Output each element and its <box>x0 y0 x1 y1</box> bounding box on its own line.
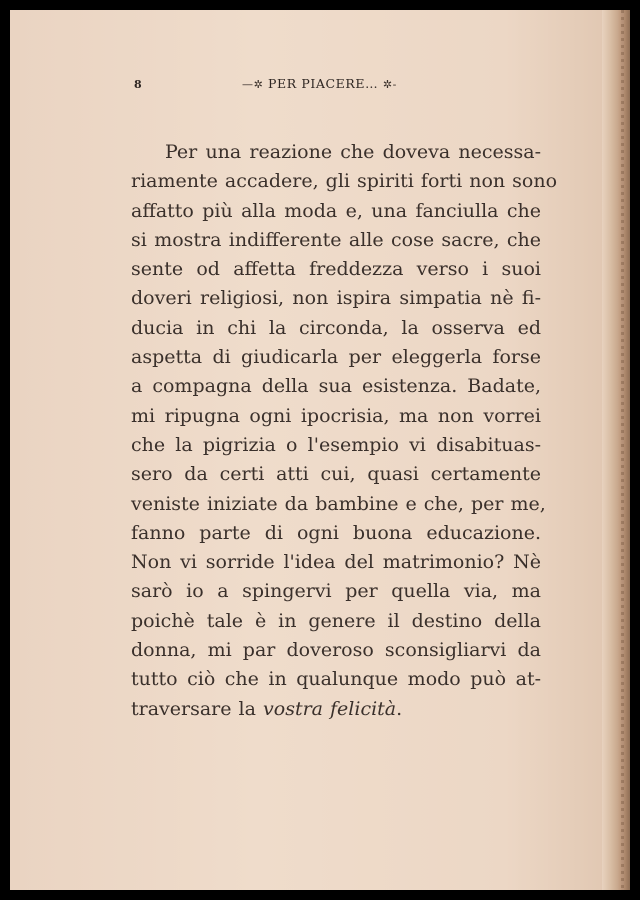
text-line: tutto ciò che in qualunque modo può at- <box>131 668 541 691</box>
emphasis-text: vostra felicità <box>263 697 397 720</box>
body-text <box>131 138 558 724</box>
page-number: 8 <box>134 78 142 91</box>
last-line-start: traversare la <box>131 697 256 720</box>
text-line: sente od affetta freddezza verso i suoi <box>131 258 541 281</box>
text-line: sero da certi atti cui, quasi certamente <box>131 463 541 486</box>
page-header <box>10 76 610 98</box>
text-line: aspetta di giudicarla per eleggerla forse <box>131 346 541 369</box>
text-line: mi ripugna ogni ipocrisia, ma non vorrei <box>131 404 541 427</box>
text-line: Per una reazione che doveva necessa- <box>165 141 541 163</box>
text-line-last <box>131 695 541 724</box>
text-line: a compagna della sua esistenza. Badate, <box>131 375 541 398</box>
text-line: doveri religiosi, non ispira simpatia nè fi- <box>131 287 541 310</box>
text-line: affatto più alla moda e, una fanciulla che <box>131 199 541 222</box>
text-line: Non vi sorride l'idea del matrimonio? Nè <box>131 551 541 574</box>
running-title: PER PIACERE… <box>268 76 379 91</box>
text-line: si mostra indifferente alle cose sacre, che <box>131 228 541 251</box>
text-line: veniste iniziate da bambine e che, per me, <box>131 492 546 515</box>
text-line: poichè tale è in genere il destino della <box>131 609 541 632</box>
text-line: riamente accadere, gli spiriti forti non sono <box>131 170 558 193</box>
ornament-left-icon: —✲ <box>242 78 264 91</box>
text-line: donna, mi par doveroso sconsigliarvi da <box>131 639 541 662</box>
last-line-end: . <box>396 697 403 720</box>
text-line: ducia in chi la circonda, la osserva ed <box>131 316 541 339</box>
book-page <box>10 10 630 890</box>
running-head <box>242 76 397 91</box>
text-line: sarò io a spingervi per quella via, ma <box>131 580 541 603</box>
ornament-right-icon: ✲- <box>382 78 397 91</box>
text-line: che la pigrizia o l'esempio vi disabituas- <box>131 433 541 456</box>
text-line: fanno parte di ogni buona educazione. <box>131 521 541 544</box>
page-edge <box>602 10 630 890</box>
